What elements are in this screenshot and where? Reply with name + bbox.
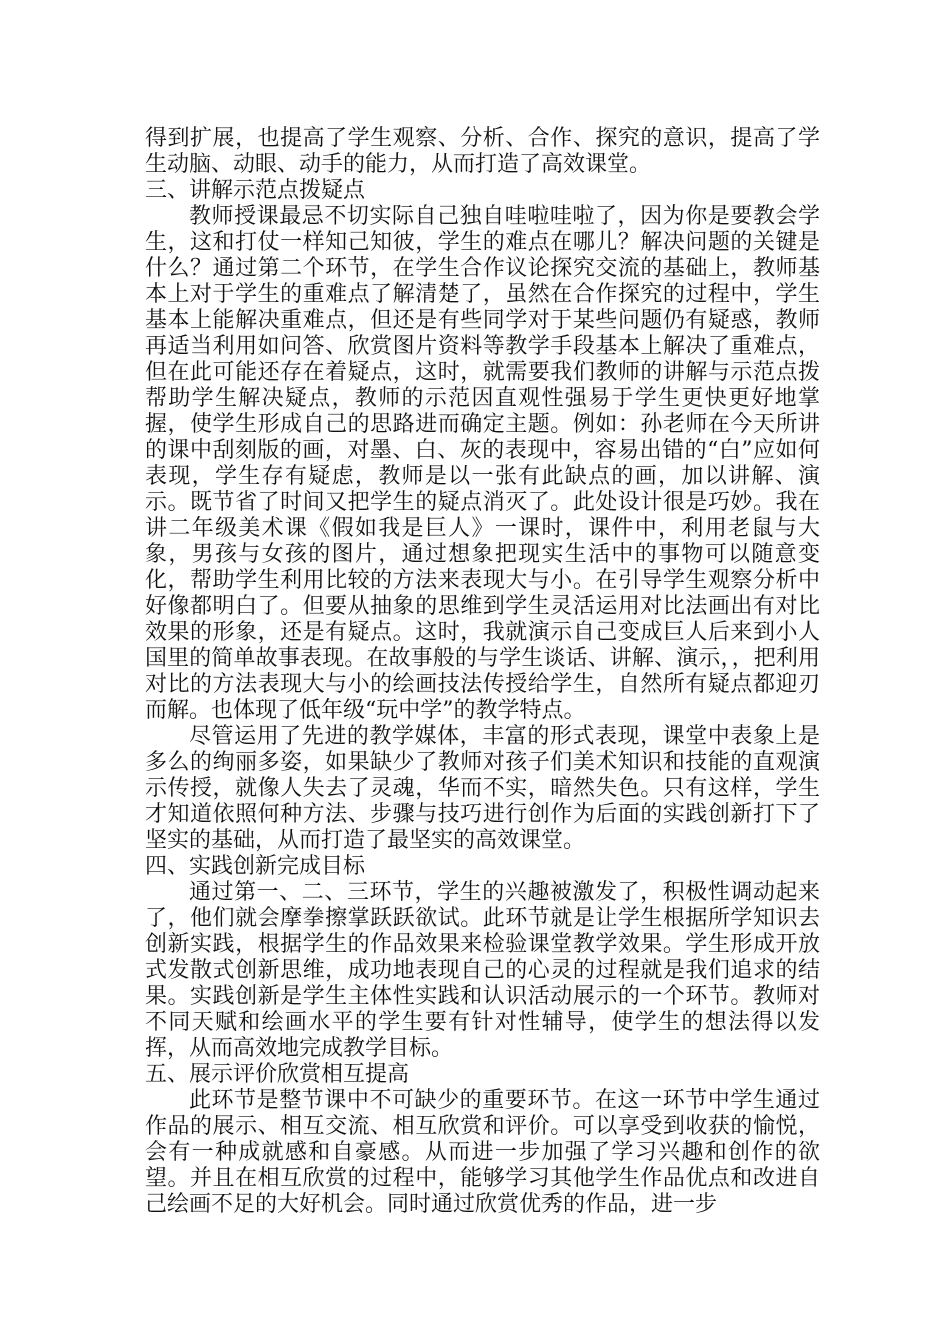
- paragraph-continuation: 得到扩展，也提高了学生观察、分析、合作、探究的意识，提高了学生动脑、动眼、动手的能力，从而打造了高效课堂。: [145, 126, 820, 177]
- paragraph-evaluation: 此环节是整节课中不可缺少的重要环节。在这一环节中学生通过作品的展示、相互交流、相互欣赏和评价。可以享受到收获的愉悦，会有一种成就感和自豪感。从而进一步加强了学习兴趣和创作的欲望。并且在相互欣赏的过程中，能够学习其他学生作品优点和改进自己绘画不足的大好机会。同时通过欣赏优秀的作品，进一步: [145, 1088, 820, 1217]
- section-heading-5: 五、展示评价欣赏相互提高: [145, 1062, 410, 1087]
- section-heading-3: 三、讲解示范点拨疑点: [145, 178, 366, 203]
- paragraph-demonstration: 教师授课最忌不切实际自己独自哇啦哇啦了，因为你是要教会学生，这和打仗一样知己知彼，学生的难点在哪儿？解决问题的关键是什么？通过第二个环节，在学生合作议论探究交流的基础上，教师基本上对于学生的重难点了解清楚了，虽然在合作探究的过程中，学生基本上能解决重难点，但还是有些同学对于某些问题仍有疑惑，教师再适当利用如问答、欣赏图片资料等教学手段基本上解决了重难点，但在此可能还存在着疑点，这时，就需要我们教师的讲解与示范点拨帮助学生解决疑点，教师的示范因直观性强易于学生更快更好地掌握，使学生形成自己的思路进而确定主题。例如：孙老师在今天所讲的课中刮刻版的画，对墨、白、灰的表现中，容易出错的“白”应如何表现，学生存有疑虑，教师是以一张有此缺点的画，加以讲解、演示。既节省了时间又把学生的疑点消灭了。此处设计很是巧妙。我在讲二年级美术课《假如我是巨人》一课时，课件中，利用老鼠与大象，男孩与女孩的图片，通过想象把现实生活中的事物可以随意变化，帮助学生利用比较的方法来表现大与小。在引导学生观察分析中好像都明白了。但要从抽象的思维到学生灵活运用对比法画出有对比效果的形象，还是有疑点。这时，我就演示自己变成巨人后来到小人国里的简单故事表现。在故事般的与学生谈话、讲解、演示，，把利用对比的方法表现大与小的绘画技法传授给学生，自然所有疑点都迎刃而解。也体现了低年级“玩中学”的教学特点。: [145, 204, 820, 723]
- paragraph-practice: 通过第一、二、三环节，学生的兴趣被激发了，积极性调动起来了，他们就会摩拳擦掌跃跃欲试。此环节就是让学生根据所学知识去创新实践，根据学生的作品效果来检验课堂教学效果。学生形成开放式发散式创新思维，成功地表现自己的心灵的过程就是我们追求的结果。实践创新是学生主体性实践和认识活动展示的一个环节。教师对不同天赋和绘画水平的学生要有针对性辅导，使学生的想法得以发挥，从而高效地完成教学目标。: [145, 880, 820, 1061]
- paragraph-teaching-media: 尽管运用了先进的教学媒体，丰富的形式表现，课堂中表象上是多么的绚丽多姿，如果缺少了教师对孩子们美术知识和技能的直观演示传授，就像人失去了灵魂，华而不实，暗然失色。只有这样，学生才知道依照何种方法、步骤与技巧进行创作为后面的实践创新打下了坚实的基础，从而打造了最坚实的高效课堂。: [145, 724, 820, 853]
- document-page: [145, 126, 820, 1218]
- section-heading-4: 四、实践创新完成目标: [145, 854, 366, 879]
